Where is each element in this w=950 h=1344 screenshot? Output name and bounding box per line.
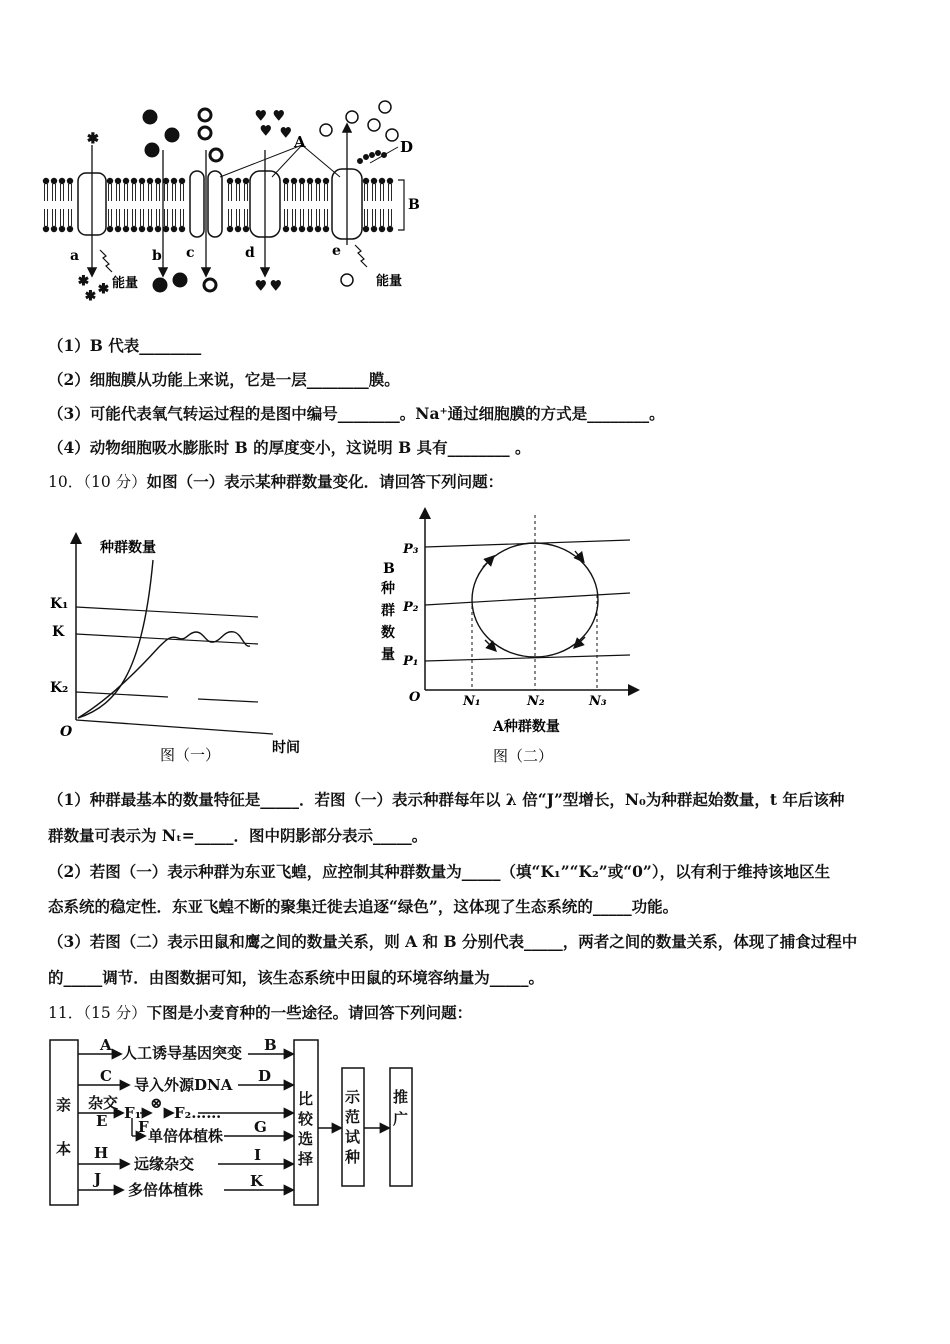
phospholipid-tail bbox=[117, 209, 120, 226]
phospholipid-head bbox=[379, 226, 385, 232]
svg-text:种: 种 bbox=[381, 581, 395, 597]
figure-one-population-curve bbox=[48, 520, 318, 770]
svg-text:比: 比 bbox=[298, 1090, 314, 1108]
svg-text:较: 较 bbox=[298, 1110, 314, 1128]
phospholipid-tail bbox=[381, 209, 384, 226]
arrow-label-G: G bbox=[254, 1118, 267, 1136]
phospholipid-tail bbox=[293, 209, 296, 226]
phospholipid-head bbox=[67, 178, 73, 184]
phospholipid-tail bbox=[173, 209, 176, 226]
phospholipid-head bbox=[123, 226, 129, 232]
phospholipid-head bbox=[243, 178, 249, 184]
phospholipid-head bbox=[291, 226, 297, 232]
phospholipid-tail bbox=[125, 209, 128, 226]
phospholipid-tail bbox=[117, 184, 120, 201]
row3-cross: 杂交 bbox=[88, 1094, 119, 1112]
n3-label: N₃ bbox=[589, 694, 607, 709]
phospholipid-tail bbox=[133, 184, 136, 201]
arrow-label-K: K bbox=[250, 1172, 264, 1190]
phospholipid-head bbox=[43, 178, 49, 184]
question-stem: 下图是小麦育种的一些途径。请回答下列问题： bbox=[146, 1003, 473, 1022]
phospholipid-tail bbox=[325, 209, 328, 226]
arrow-label-I: I bbox=[254, 1146, 262, 1164]
row2-text: 导入外源DNA bbox=[134, 1076, 233, 1094]
phospholipid-tail bbox=[285, 184, 288, 201]
phospholipid-head bbox=[323, 226, 329, 232]
k-label: K bbox=[52, 624, 65, 640]
arrow-label-C: C bbox=[100, 1067, 112, 1085]
phospholipid-tail bbox=[61, 184, 64, 201]
phospholipid-tail bbox=[229, 184, 232, 201]
phospholipid-tail bbox=[285, 209, 288, 226]
asterisk-molecule: ✱ bbox=[87, 131, 99, 147]
svg-text:♥: ♥ bbox=[273, 109, 285, 124]
channel-protein-c2 bbox=[208, 171, 222, 237]
q11-stem bbox=[48, 1002, 472, 1024]
selfing-icon: ⊗ bbox=[150, 1094, 163, 1112]
phospholipid-tail bbox=[157, 184, 160, 201]
row1-text: 人工诱导基因突变 bbox=[122, 1044, 243, 1062]
phospholipid-head bbox=[179, 178, 185, 184]
row3-f2: F₂…… bbox=[174, 1104, 222, 1122]
phospholipid-tail bbox=[309, 184, 312, 201]
phospholipid-head bbox=[363, 226, 369, 232]
phospholipid-head bbox=[163, 178, 169, 184]
svg-text:范: 范 bbox=[345, 1108, 361, 1126]
phospholipid-head bbox=[387, 226, 393, 232]
svg-text:♥: ♥ bbox=[280, 126, 292, 141]
arrow-label-B: B bbox=[264, 1038, 277, 1054]
p1-label: P₁ bbox=[403, 654, 419, 669]
phospholipid-tail bbox=[109, 184, 112, 201]
phospholipid-head bbox=[371, 178, 377, 184]
q10-part3-line1: （3）若图（二）表示田鼠和鹰之间的数量关系，则 A 和 B 分别代表_____，两者之间的数量关系，体现了捕食过程中 bbox=[48, 932, 858, 951]
phospholipid-head bbox=[283, 178, 289, 184]
svg-text:试: 试 bbox=[345, 1128, 361, 1146]
phospholipid-tail bbox=[149, 184, 152, 201]
label-D: D bbox=[400, 138, 414, 156]
breeding-pathways-diagram bbox=[48, 1038, 428, 1213]
phospholipid-head bbox=[307, 226, 313, 232]
energy-label-left: 能量 bbox=[112, 276, 139, 291]
arrow-label-F: F bbox=[138, 1118, 149, 1136]
origin-label: O bbox=[409, 690, 421, 705]
q10-part3-line2: 的_____调节．由图数据可知，该生态系统中田鼠的环境容纳量为_____。 bbox=[48, 968, 545, 987]
phospholipid-tail bbox=[181, 184, 184, 201]
phospholipid-head bbox=[299, 178, 305, 184]
phospholipid-head bbox=[291, 178, 297, 184]
n2-label: N₂ bbox=[527, 694, 545, 709]
svg-text:✱: ✱ bbox=[98, 282, 109, 297]
membrane-diagram bbox=[40, 95, 430, 305]
phospholipid-head bbox=[379, 178, 385, 184]
phospholipid-tail bbox=[229, 209, 232, 226]
svg-text:♥: ♥ bbox=[260, 124, 272, 139]
phospholipid-tail bbox=[325, 184, 328, 201]
svg-text:群: 群 bbox=[381, 603, 395, 619]
parent-box bbox=[50, 1040, 78, 1205]
phospholipid-head bbox=[171, 178, 177, 184]
phospholipid-head bbox=[155, 178, 161, 184]
phospholipid-tail bbox=[365, 184, 368, 201]
phospholipid-head bbox=[115, 226, 121, 232]
q9-part2: （2）细胞膜从功能上来说，它是一层________膜。 bbox=[48, 370, 400, 389]
svg-text:B: B bbox=[383, 561, 395, 577]
phospholipid-tail bbox=[245, 184, 248, 201]
q10-part2-line2: 态系统的稳定性．东亚飞蝗不断的聚集迁徙去追逐“绿色”，这体现了生态系统的_____功能。 bbox=[48, 897, 679, 916]
phospholipid-tail bbox=[165, 184, 168, 201]
phospholipid-tail bbox=[365, 209, 368, 226]
row6-text: 多倍体植株 bbox=[128, 1181, 204, 1199]
phospholipid-head bbox=[59, 178, 65, 184]
p2-label: P₂ bbox=[403, 600, 419, 615]
y-axis-label: 种群数量 bbox=[100, 540, 156, 556]
svg-text:示: 示 bbox=[345, 1088, 361, 1106]
figure-caption: 图（一） bbox=[160, 746, 221, 764]
phospholipid-tail bbox=[173, 184, 176, 201]
phospholipid-tail bbox=[301, 209, 304, 226]
svg-text:数: 数 bbox=[381, 625, 395, 641]
question-number: 11． bbox=[48, 1004, 84, 1022]
origin-label: O bbox=[60, 724, 73, 740]
phospholipid-head bbox=[67, 226, 73, 232]
svg-text:量: 量 bbox=[381, 647, 395, 663]
svg-text:✱: ✱ bbox=[85, 289, 96, 304]
phospholipid-head bbox=[299, 226, 305, 232]
n1-label: N₁ bbox=[463, 694, 481, 709]
phospholipid-tail bbox=[53, 184, 56, 201]
phospholipid-head bbox=[235, 226, 241, 232]
channel-protein-c bbox=[190, 171, 204, 237]
arrow-label-H: H bbox=[94, 1144, 109, 1162]
question-number: 10． bbox=[48, 473, 84, 491]
svg-text:广: 广 bbox=[393, 1110, 409, 1128]
phospholipid-head bbox=[147, 178, 153, 184]
phospholipid-tail bbox=[53, 209, 56, 226]
parent-char-1: 亲 bbox=[56, 1096, 72, 1114]
phospholipid-tail bbox=[389, 184, 392, 201]
phospholipid-head bbox=[131, 178, 137, 184]
label-e: e bbox=[332, 243, 341, 259]
phospholipid-head bbox=[171, 226, 177, 232]
q10-part1-line1: （1）种群最基本的数量特征是_____．若图（一）表示种群每年以 λ 倍“J”型增长，N₀为种群起始数量，t 年后该种 bbox=[48, 790, 845, 809]
svg-text:推: 推 bbox=[393, 1088, 409, 1106]
phospholipid-tail bbox=[373, 209, 376, 226]
phospholipid-tail bbox=[237, 184, 240, 201]
parent-char-2: 本 bbox=[56, 1140, 72, 1158]
svg-text:种: 种 bbox=[345, 1148, 361, 1166]
y-axis-label bbox=[380, 561, 395, 663]
question-stem: 如图（一）表示某种群数量变化．请回答下列问题： bbox=[146, 472, 504, 491]
phospholipid-tail bbox=[389, 209, 392, 226]
question-score: （10 分） bbox=[83, 473, 147, 491]
x-axis-label: A种群数量 bbox=[493, 719, 560, 735]
row3-f1: F₁ bbox=[124, 1104, 142, 1122]
phospholipid-tail bbox=[309, 209, 312, 226]
label-c: c bbox=[186, 245, 195, 261]
phospholipid-tail bbox=[109, 209, 112, 226]
phospholipid-head bbox=[139, 226, 145, 232]
phospholipid-head bbox=[115, 178, 121, 184]
label-a: a bbox=[70, 248, 80, 264]
phospholipid-head bbox=[323, 178, 329, 184]
phospholipid-head bbox=[179, 226, 185, 232]
phospholipid-tail bbox=[45, 184, 48, 201]
row4-text: 单倍体植株 bbox=[148, 1127, 224, 1145]
phospholipid-head bbox=[147, 226, 153, 232]
phospholipid-head bbox=[51, 178, 57, 184]
phospholipid-tail bbox=[301, 184, 304, 201]
phospholipid-head bbox=[163, 226, 169, 232]
phospholipid-head bbox=[283, 226, 289, 232]
svg-text:✱: ✱ bbox=[78, 274, 89, 289]
phospholipid-head bbox=[387, 178, 393, 184]
phospholipid-tail bbox=[133, 209, 136, 226]
label-B: B bbox=[408, 197, 420, 213]
phospholipid-head bbox=[131, 226, 137, 232]
svg-text:♥: ♥ bbox=[255, 109, 267, 124]
phospholipid-head bbox=[123, 178, 129, 184]
phospholipid-tail bbox=[141, 209, 144, 226]
x-axis-label: 时间 bbox=[272, 740, 300, 756]
demo-trial-box bbox=[342, 1068, 364, 1186]
phospholipid-tail bbox=[69, 184, 72, 201]
q9-part1: （1）B 代表________ bbox=[48, 336, 202, 355]
phospholipid-tail bbox=[165, 209, 168, 226]
phospholipid-tail bbox=[293, 184, 296, 201]
phospholipid-tail bbox=[245, 209, 248, 226]
phospholipid-head bbox=[363, 178, 369, 184]
phospholipid-head bbox=[59, 226, 65, 232]
phospholipid-head bbox=[155, 226, 161, 232]
phospholipid-head bbox=[315, 226, 321, 232]
q10-part1-line2: 群数量可表示为 Nₜ=_____．图中阴影部分表示_____。 bbox=[48, 826, 428, 845]
svg-text:♥: ♥ bbox=[270, 279, 282, 294]
phospholipid-head bbox=[227, 226, 233, 232]
phospholipid-head bbox=[307, 178, 313, 184]
phospholipid-tail bbox=[125, 184, 128, 201]
phospholipid-head bbox=[43, 226, 49, 232]
phospholipid-head bbox=[107, 226, 113, 232]
row5-text: 远缘杂交 bbox=[134, 1155, 195, 1173]
phospholipid-tail bbox=[237, 209, 240, 226]
phospholipid-head bbox=[371, 226, 377, 232]
phospholipid-tail bbox=[181, 209, 184, 226]
phospholipid-tail bbox=[317, 209, 320, 226]
p3-label: P₃ bbox=[403, 542, 419, 557]
question-score: （15 分） bbox=[83, 1004, 147, 1022]
k2-label: K₂ bbox=[50, 680, 69, 696]
figure-two-predator-prey bbox=[375, 505, 645, 775]
k1-label: K₁ bbox=[50, 596, 69, 612]
phospholipid-head bbox=[139, 178, 145, 184]
phospholipid-tail bbox=[149, 209, 152, 226]
phospholipid-head bbox=[227, 178, 233, 184]
svg-text:择: 择 bbox=[298, 1150, 314, 1168]
label-A: A bbox=[294, 133, 306, 151]
figure-caption: 图（二） bbox=[493, 747, 554, 765]
q10-stem bbox=[48, 471, 503, 493]
q10-part2-line1: （2）若图（一）表示种群为东亚飞蝗，应控制其种群数量为_____（填“K₁”“K₂”或“0”），以有利于维持该地区生 bbox=[48, 862, 831, 881]
phospholipid-head bbox=[107, 178, 113, 184]
q9-part4: （4）动物细胞吸水膨胀时 B 的厚度变小，这说明 B 具有________ 。 bbox=[48, 438, 531, 457]
svg-text:选: 选 bbox=[298, 1130, 314, 1148]
k2-line bbox=[76, 692, 168, 697]
phospholipid-tail bbox=[61, 209, 64, 226]
arrow-label-A: A bbox=[100, 1038, 112, 1054]
label-d: d bbox=[245, 245, 255, 261]
label-b: b bbox=[152, 248, 162, 264]
phospholipid-head bbox=[315, 178, 321, 184]
q9-part3: （3）可能代表氧气转运过程的是图中编号________。Na⁺通过细胞膜的方式是________。 bbox=[48, 404, 665, 423]
arrow-label-D: D bbox=[258, 1067, 272, 1085]
phospholipid-head bbox=[243, 226, 249, 232]
svg-text:♥: ♥ bbox=[255, 279, 267, 294]
phospholipid-tail bbox=[157, 209, 160, 226]
phospholipid-tail bbox=[373, 184, 376, 201]
phospholipid-tail bbox=[381, 184, 384, 201]
phospholipid-head bbox=[51, 226, 57, 232]
phospholipid-tail bbox=[69, 209, 72, 226]
arrow-label-J: J bbox=[94, 1170, 102, 1188]
phospholipid-tail bbox=[317, 184, 320, 201]
k1-line bbox=[76, 607, 258, 617]
phospholipid-tail bbox=[45, 209, 48, 226]
energy-label-right: 能量 bbox=[376, 274, 403, 289]
phospholipid-tail bbox=[141, 184, 144, 201]
phospholipid-head bbox=[235, 178, 241, 184]
arrow-label-E: E bbox=[96, 1112, 108, 1130]
